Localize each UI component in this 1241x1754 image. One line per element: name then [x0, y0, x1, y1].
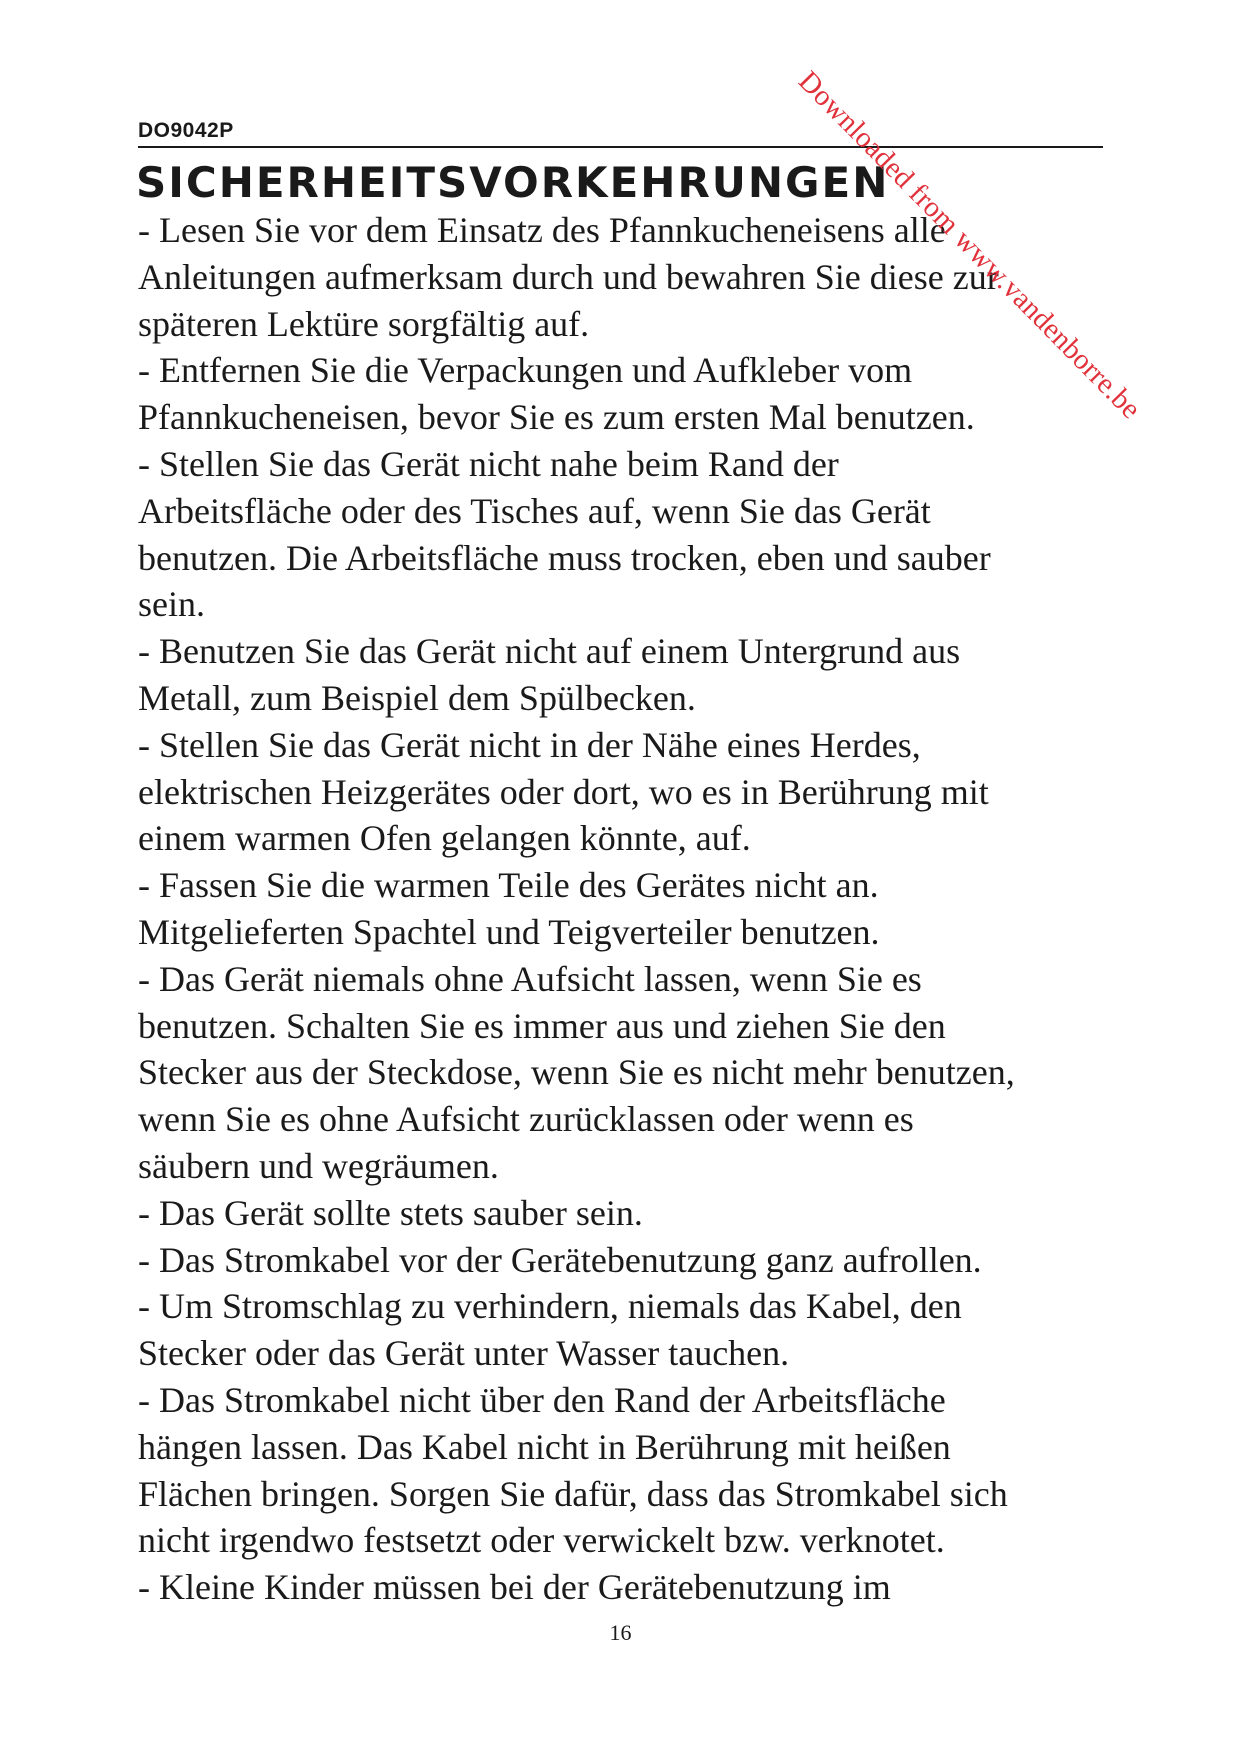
text-line: benutzen. Die Arbeitsfläche muss trocken, eben und sauber: [138, 537, 991, 578]
page-number: 16: [609, 1620, 632, 1645]
text-line: - Das Stromkabel nicht über den Rand der Arbeitsfläche: [138, 1379, 946, 1420]
text-line: Mitgelieferten Spachtel und Teigverteiler benutzen.: [138, 911, 880, 952]
text-line: säubern und wegräumen.: [138, 1145, 499, 1186]
text-line: Stecker oder das Gerät unter Wasser tauchen.: [138, 1333, 790, 1374]
text-line: einem warmen Ofen gelangen könnte, auf.: [138, 818, 751, 859]
text-line: - Lesen Sie vor dem Einsatz des Pfannkucheneisens alle: [138, 210, 946, 250]
section-heading: SICHERHEITSVORKEHRUNGEN: [136, 158, 890, 207]
text-line: Stecker aus der Steckdose, wenn Sie es nicht mehr benutzen,: [138, 1052, 1015, 1093]
text-line: - Fassen Sie die warmen Teile des Gerätes nicht an.: [138, 865, 879, 906]
text-line: benutzen. Schalten Sie es immer aus und ziehen Sie den: [138, 1005, 946, 1046]
text-line: - Das Stromkabel vor der Gerätebenutzung ganz aufrollen.: [138, 1239, 982, 1280]
model-number: DO9042P: [138, 119, 234, 142]
text-line: - Kleine Kinder müssen bei der Gerätebenutzung im: [138, 1567, 891, 1608]
text-line: hängen lassen. Das Kabel nicht in Berührung mit heißen: [138, 1426, 951, 1467]
text-line: Arbeitsfläche oder des Tisches auf, wenn Sie das Gerät: [138, 490, 931, 531]
text-line: Flächen bringen. Sorgen Sie dafür, dass das Stromkabel sich: [138, 1473, 1008, 1514]
header-rule: [138, 146, 1103, 148]
text-line: Pfannkucheneisen, bevor Sie es zum ersten Mal benutzen.: [138, 397, 975, 438]
text-line: - Um Stromschlag zu verhindern, niemals das Kabel, den: [138, 1286, 962, 1327]
text-line: späteren Lektüre sorgfältig auf.: [138, 303, 590, 344]
text-line: - Stellen Sie das Gerät nicht nahe beim Rand der: [138, 443, 839, 484]
text-line: elektrischen Heizgerätes oder dort, wo es in Berührung mit: [138, 771, 989, 812]
text-line: Metall, zum Beispiel dem Spülbecken.: [138, 677, 696, 718]
text-line: Anleitungen aufmerksam durch und bewahren Sie diese zur: [138, 256, 999, 297]
text-line: - Benutzen Sie das Gerät nicht auf einem Untergrund aus: [138, 631, 961, 672]
text-line: sein.: [138, 584, 205, 625]
text-line: nicht irgendwo festsetzt oder verwickelt bzw. verknotet.: [138, 1520, 945, 1561]
download-watermark: Downloaded from www.vandenborre.be: [792, 65, 1147, 426]
text-line: - Das Gerät niemals ohne Aufsicht lassen, wenn Sie es: [138, 958, 922, 999]
safety-instructions-text: [138, 207, 1098, 1611]
text-line: wenn Sie es ohne Aufsicht zurücklassen oder wenn es: [138, 1099, 914, 1140]
text-line: - Stellen Sie das Gerät nicht in der Nähe eines Herdes,: [138, 724, 921, 765]
text-line: - Das Gerät sollte stets sauber sein.: [138, 1192, 643, 1233]
text-line: - Entfernen Sie die Verpackungen und Aufkleber vom: [138, 350, 913, 391]
